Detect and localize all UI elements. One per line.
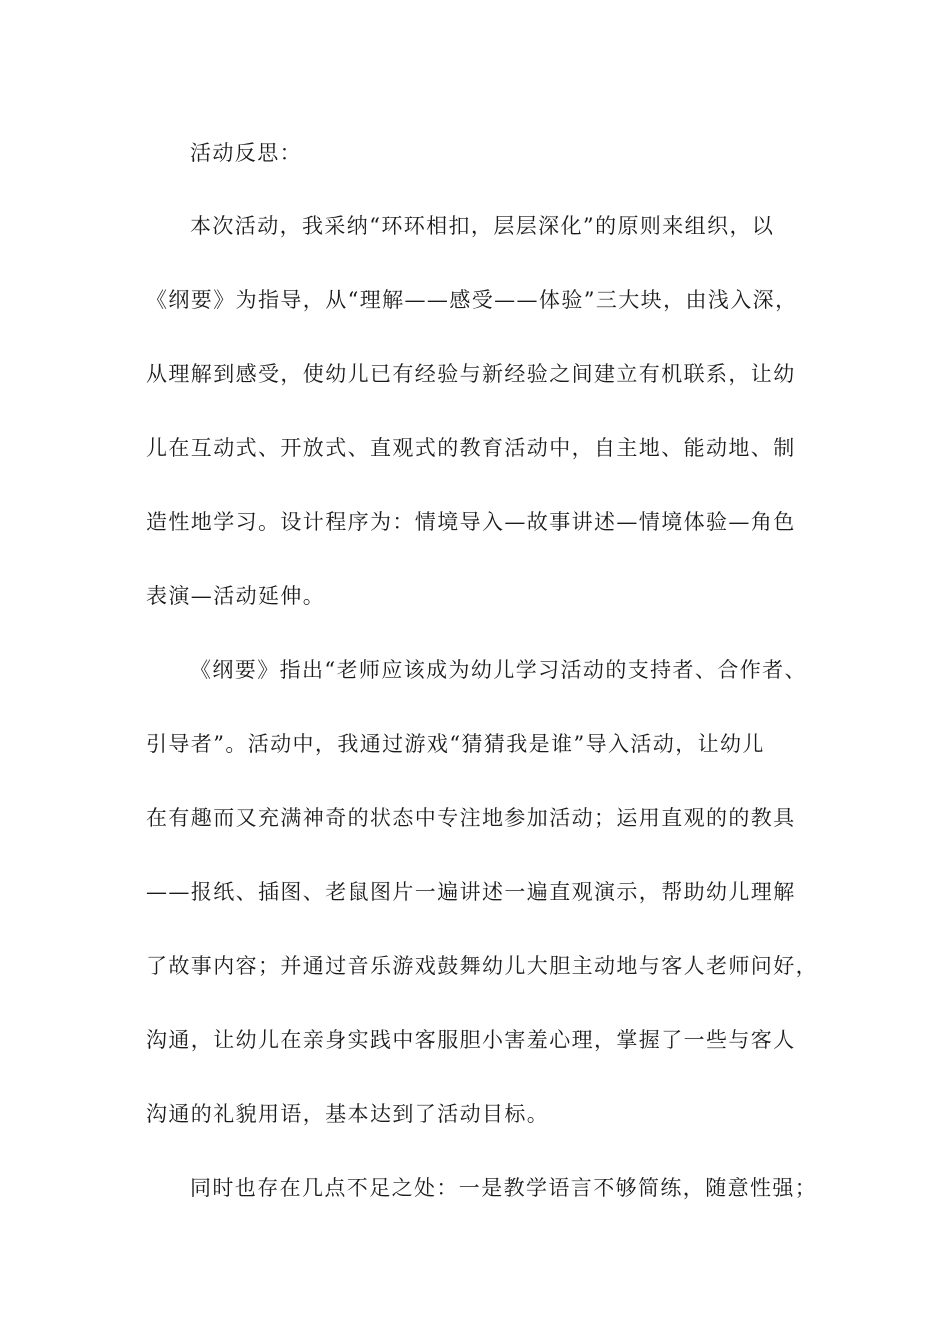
paragraph-line: ——报纸、插图、老鼠图片一遍讲述一遍直观演示，帮助幼儿理解 (146, 880, 796, 904)
paragraph-line: 《纲要》为指导，从“理解——感受——体验”三大块，由浅入深， (146, 288, 798, 312)
paragraph-line: 从理解到感受，使幼儿已有经验与新经验之间建立有机联系，让幼 (146, 362, 796, 386)
paragraph-line: 在有趣而又充满神奇的状态中专注地参加活动；运用直观的的教具 (146, 806, 796, 830)
paragraph-line: 了故事内容；并通过音乐游戏鼓舞幼儿大胆主动地与客人老师问好， (146, 954, 818, 978)
section-heading: 活动反思： (190, 141, 302, 165)
paragraph-line: 表演—活动延伸。 (146, 584, 326, 608)
paragraph-line: 《纲要》指出“老师应该成为幼儿学习活动的支持者、合作者、 (190, 658, 807, 682)
paragraph-line: 造性地学习。设计程序为：情境导入—故事讲述—情境体验—角色 (146, 510, 796, 534)
paragraph-line: 同时也存在几点不足之处：一是教学语言不够简练，随意性强； (190, 1176, 818, 1200)
paragraph-line: 儿在互动式、开放式、直观式的教育活动中，自主地、能动地、制 (146, 436, 796, 460)
paragraph-line: 沟通，让幼儿在亲身实践中客服胆小害羞心理，掌握了一些与客人 (146, 1028, 796, 1052)
paragraph-line: 沟通的礼貌用语，基本达到了活动目标。 (146, 1102, 550, 1126)
paragraph-line: 引导者”。活动中，我通过游戏“猜猜我是谁”导入活动，让幼儿 (146, 732, 765, 756)
paragraph-line: 本次活动，我采纳“环环相扣，层层深化”的原则来组织，以 (190, 214, 775, 238)
